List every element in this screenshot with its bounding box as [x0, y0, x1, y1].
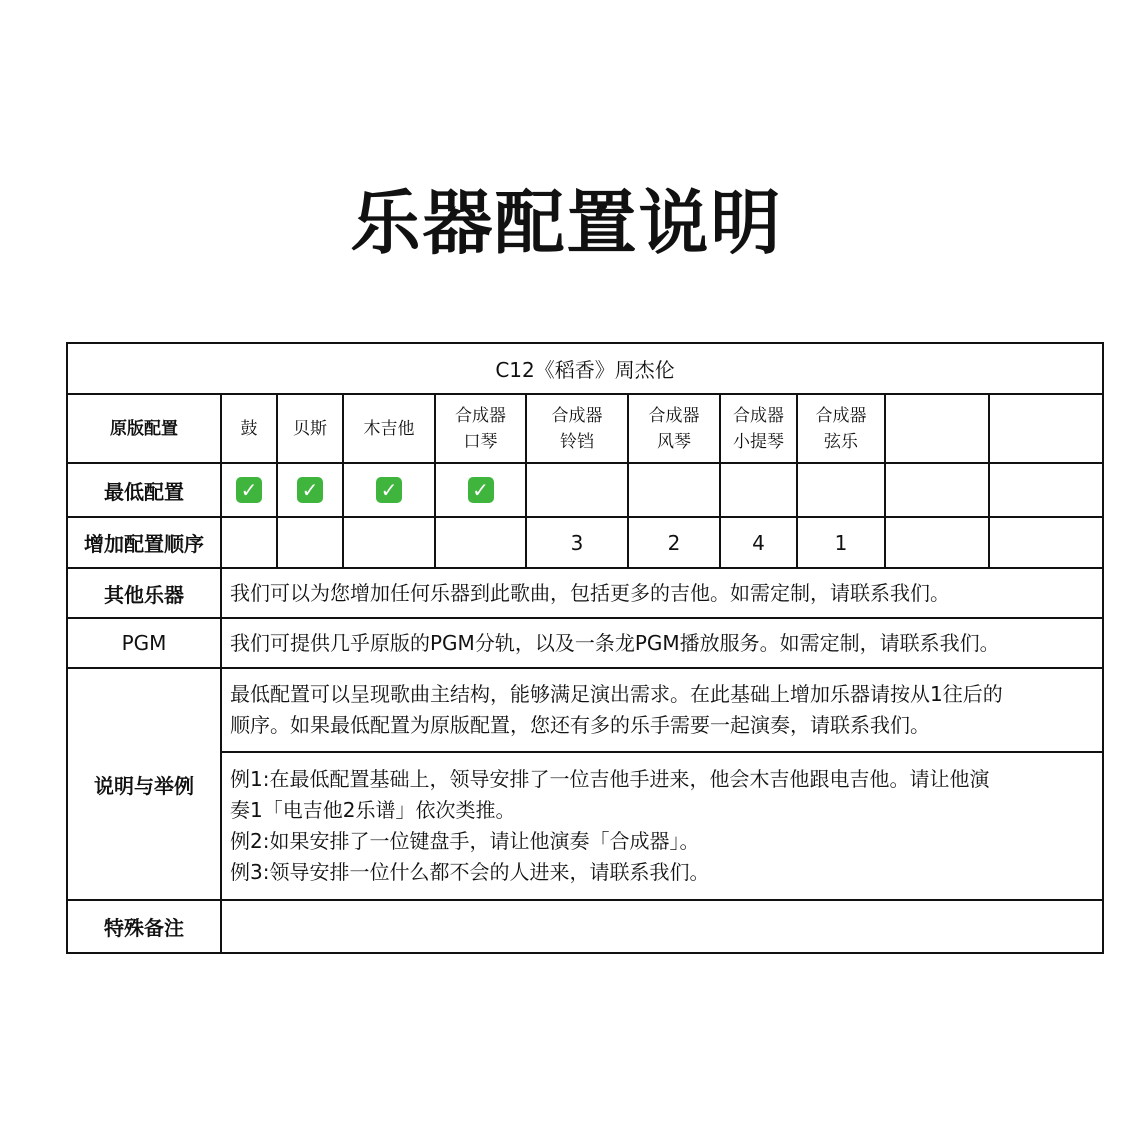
minimum-config-cell	[797, 463, 885, 517]
instrument-name-line2: 口琴	[463, 431, 498, 452]
minimum-config-row	[67, 463, 1103, 517]
add-order-cell: 4	[720, 517, 797, 568]
instrument-name-line2: 铃铛	[560, 431, 594, 452]
minimum-config-cell	[343, 463, 435, 517]
add-order-cell	[221, 517, 277, 568]
instrument-name-line1: 合成器	[455, 405, 506, 426]
add-order-cell	[277, 517, 343, 568]
instrument-name-line1: 鼓	[240, 418, 258, 439]
instrument-header-cell	[989, 394, 1103, 463]
add-order-cell: 3	[526, 517, 628, 568]
add-order-cell	[435, 517, 526, 568]
minimum-config-label: 最低配置	[67, 463, 221, 517]
add-order-label: 增加配置顺序	[67, 517, 221, 568]
special-remark-label: 特殊备注	[67, 900, 221, 953]
example-line: 例2:如果安排了一位键盘手，请让他演奏「合成器」。	[230, 829, 700, 853]
notes-row-1	[67, 668, 1103, 752]
pgm-label: PGM	[67, 618, 221, 668]
instrument-header-cell	[221, 394, 277, 463]
song-title-row	[67, 343, 1103, 394]
pgm-row	[67, 618, 1103, 668]
add-order-cell	[343, 517, 435, 568]
minimum-config-cell	[989, 463, 1103, 517]
instrument-name-line2: 小提琴	[733, 431, 784, 452]
other-instruments-row	[67, 568, 1103, 618]
instrument-name-line1: 木吉他	[363, 418, 415, 439]
notes-row-2	[67, 752, 1103, 900]
minimum-config-cell	[277, 463, 343, 517]
minimum-config-cell	[221, 463, 277, 517]
instrument-name-line1: 合成器	[733, 405, 784, 426]
add-order-cell	[989, 517, 1103, 568]
instrument-header-cell	[628, 394, 720, 463]
instrument-header-cell	[720, 394, 797, 463]
other-instruments-label: 其他乐器	[67, 568, 221, 618]
add-order-cell: 2	[628, 517, 720, 568]
instrument-header-cell	[277, 394, 343, 463]
check-icon: ✓	[236, 477, 262, 503]
example-line: 奏1「电吉他2乐谱」依次类推。	[230, 798, 516, 822]
instrument-name-line2: 弦乐	[824, 431, 858, 452]
instrument-header-cell	[797, 394, 885, 463]
check-icon: ✓	[376, 477, 402, 503]
example-line: 例3:领导安排一位什么都不会的人进来，请联系我们。	[230, 860, 710, 884]
minimum-config-cell	[526, 463, 628, 517]
add-order-cell	[885, 517, 989, 568]
minimum-config-cell	[720, 463, 797, 517]
add-order-cell: 1	[797, 517, 885, 568]
other-instruments-text: 我们可以为您增加任何乐器到此歌曲，包括更多的吉他。如需定制，请联系我们。	[221, 568, 1103, 618]
instrument-header-cell	[343, 394, 435, 463]
check-icon: ✓	[297, 477, 323, 503]
notes-paragraph-1	[221, 668, 1103, 752]
notes-label: 说明与举例	[67, 668, 221, 900]
example-line: 例1:在最低配置基础上，领导安排了一位吉他手进来，他会木吉他跟电吉他。请让他演	[230, 767, 990, 791]
instrument-config-table	[66, 342, 1104, 954]
page-title: 乐器配置说明	[350, 182, 783, 264]
instrument-name-line1: 合成器	[815, 405, 867, 426]
check-icon: ✓	[468, 477, 494, 503]
song-title: C12《稻香》周杰伦	[67, 343, 1103, 394]
special-remark-text	[221, 900, 1103, 953]
minimum-config-cell	[435, 463, 526, 517]
pgm-text: 我们可提供几乎原版的PGM分轨，以及一条龙PGM播放服务。如需定制，请联系我们。	[221, 618, 1103, 668]
add-order-row	[67, 517, 1103, 568]
instrument-name-line1: 合成器	[551, 405, 603, 426]
notes-paragraph-2	[221, 752, 1103, 900]
notes-line: 顺序。如果最低配置为原版配置，您还有多的乐手需要一起演奏，请联系我们。	[230, 713, 930, 737]
instrument-header-cell	[526, 394, 628, 463]
special-remark-row	[67, 900, 1103, 953]
original-config-label: 原版配置	[67, 394, 221, 463]
notes-line: 最低配置可以呈现歌曲主结构，能够满足演出需求。在此基础上增加乐器请按从1往后的	[230, 682, 1003, 706]
instrument-header-cell	[435, 394, 526, 463]
minimum-config-cell	[628, 463, 720, 517]
instrument-header-cell	[885, 394, 989, 463]
instrument-name-line2: 风琴	[657, 431, 691, 452]
original-config-row	[67, 394, 1103, 463]
instrument-name-line1: 合成器	[648, 405, 700, 426]
instrument-name-line1: 贝斯	[293, 418, 327, 439]
minimum-config-cell	[885, 463, 989, 517]
